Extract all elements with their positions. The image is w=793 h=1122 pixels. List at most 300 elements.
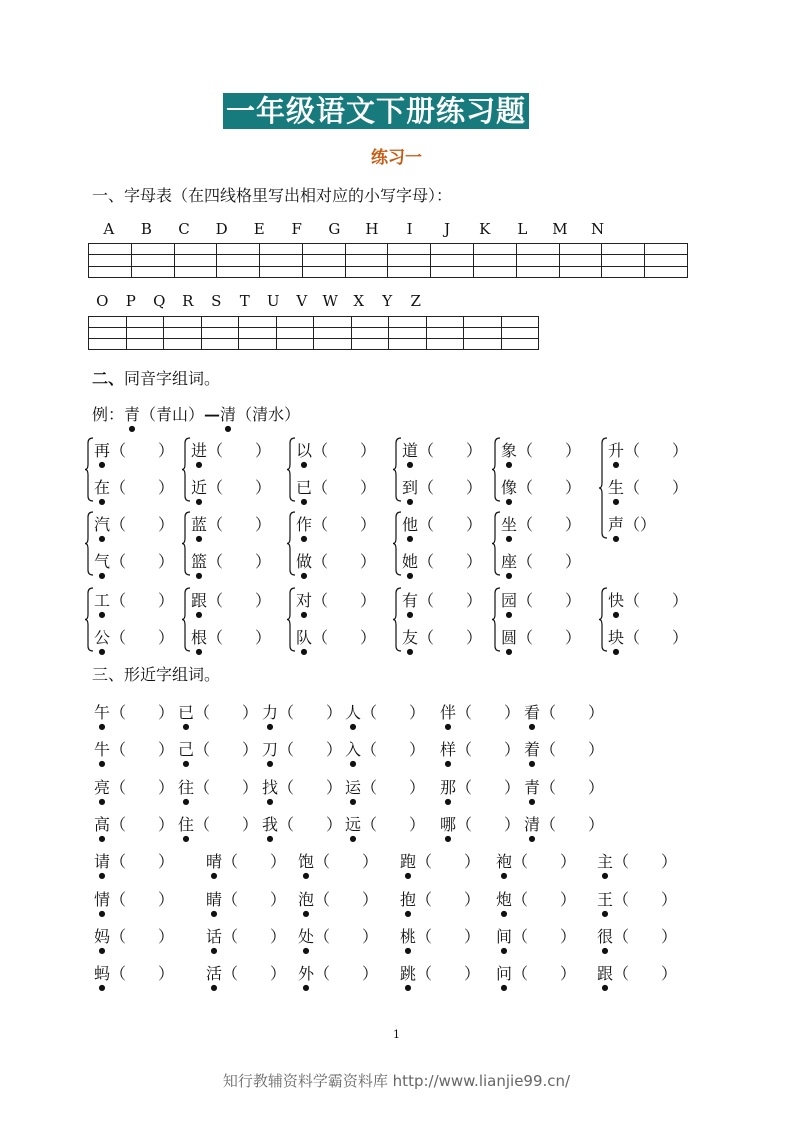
answer-blank[interactable]: （ ） xyxy=(613,927,678,946)
answer-blank[interactable]: （ ） xyxy=(110,778,175,797)
similar-item xyxy=(94,924,174,955)
answer-blank[interactable]: （ ） xyxy=(314,927,379,946)
similar-item xyxy=(496,849,576,880)
answer-blank[interactable]: （ ） xyxy=(312,441,377,460)
homophone-char: 工 xyxy=(94,591,111,610)
answer-blank[interactable]: （ ） xyxy=(624,478,689,497)
homophone-char: 坐 xyxy=(501,515,518,534)
similar-item xyxy=(262,812,342,843)
answer-blank[interactable]: （ ） xyxy=(512,964,577,983)
homophone-item xyxy=(191,438,271,469)
similar-item xyxy=(206,887,286,918)
homophone-char: 象 xyxy=(501,441,518,460)
similar-item xyxy=(524,812,604,843)
answer-blank[interactable]: （ ） xyxy=(416,890,481,909)
answer-blank[interactable]: （ ） xyxy=(222,852,287,871)
brace-icon xyxy=(392,587,402,652)
homophone-item xyxy=(501,475,581,506)
brace-icon xyxy=(598,587,608,652)
similar-char: 青 xyxy=(524,778,541,797)
answer-blank[interactable]: （ ） xyxy=(110,703,175,722)
similar-char: 午 xyxy=(94,703,111,722)
answer-blank[interactable]: （ ） xyxy=(361,815,426,834)
similar-char: 刀 xyxy=(262,740,279,759)
answer-blank[interactable]: （ ） xyxy=(207,591,272,610)
similar-char: 伴 xyxy=(440,703,457,722)
answer-blank[interactable]: （ ） xyxy=(314,852,379,871)
homophone-char: 队 xyxy=(296,628,313,647)
answer-blank[interactable]: （ ） xyxy=(207,552,272,571)
homophone-item xyxy=(296,588,376,619)
homophone-char: 园 xyxy=(501,591,518,610)
similar-item xyxy=(94,700,174,731)
homophone-item xyxy=(296,549,376,580)
letter-N: N xyxy=(590,220,605,238)
homophone-char: 篮 xyxy=(191,552,208,571)
similar-char: 饱 xyxy=(298,852,315,871)
homophone-item xyxy=(191,588,271,619)
homophone-item xyxy=(94,475,174,506)
similar-char: 远 xyxy=(345,815,362,834)
answer-blank[interactable]: （ ） xyxy=(207,441,272,460)
similar-char: 己 xyxy=(178,740,195,759)
similar-item xyxy=(496,887,576,918)
answer-blank[interactable]: （ ） xyxy=(207,515,272,534)
similar-char: 间 xyxy=(496,927,513,946)
example-char-a: 青 xyxy=(124,405,141,424)
answer-blank[interactable]: （ ） xyxy=(110,552,175,571)
similar-item xyxy=(345,775,425,806)
homophone-char: 友 xyxy=(402,628,419,647)
answer-blank[interactable]: （ ） xyxy=(456,703,521,722)
homophone-item xyxy=(94,588,174,619)
answer-blank[interactable]: （ ） xyxy=(418,591,483,610)
answer-blank[interactable]: （ ） xyxy=(418,552,483,571)
homophone-char: 她 xyxy=(402,552,419,571)
homophone-char: 在 xyxy=(94,478,111,497)
similar-char: 那 xyxy=(440,778,457,797)
homophone-char: 已 xyxy=(296,478,313,497)
similar-item xyxy=(94,961,174,992)
brace-icon xyxy=(491,587,501,652)
similar-item xyxy=(440,812,520,843)
answer-blank[interactable]: （ ） xyxy=(613,852,678,871)
similar-char: 主 xyxy=(597,852,614,871)
similar-char: 入 xyxy=(345,740,362,759)
similar-item xyxy=(206,849,286,880)
similar-char: 跑 xyxy=(400,852,417,871)
homophone-char: 汽 xyxy=(94,515,111,534)
answer-blank[interactable]: （ ） xyxy=(517,515,582,534)
similar-char: 活 xyxy=(206,964,223,983)
answer-blank[interactable]: （ ） xyxy=(517,628,582,647)
letter-Q: Q xyxy=(153,292,166,310)
homophone-char: 跟 xyxy=(191,591,208,610)
similar-char: 跳 xyxy=(400,964,417,983)
brace-icon xyxy=(286,511,296,576)
answer-blank[interactable]: （ ） xyxy=(517,441,582,460)
similar-item xyxy=(178,775,258,806)
example-char-b: 清 xyxy=(220,405,237,424)
answer-blank[interactable]: （ ） xyxy=(110,441,175,460)
similar-char: 亮 xyxy=(94,778,111,797)
answer-blank[interactable]: （ ） xyxy=(222,890,287,909)
letter-J: J xyxy=(444,220,451,238)
answer-blank[interactable]: （ ） xyxy=(278,740,343,759)
similar-item xyxy=(298,924,378,955)
similar-item xyxy=(400,924,480,955)
similar-item xyxy=(262,700,342,731)
answer-blank[interactable]: （ ） xyxy=(624,628,689,647)
similar-item xyxy=(524,700,604,731)
letter-F: F xyxy=(291,220,302,238)
letter-I: I xyxy=(406,220,413,238)
answer-blank[interactable]: （ ） xyxy=(624,591,689,610)
answer-blank[interactable]: （ ） xyxy=(110,890,175,909)
similar-item xyxy=(94,775,174,806)
answer-blank[interactable]: （ ） xyxy=(194,815,259,834)
homophone-char: 有 xyxy=(402,591,419,610)
answer-blank[interactable]: （ ） xyxy=(418,628,483,647)
homophone-item xyxy=(94,549,174,580)
brace-icon xyxy=(491,437,501,502)
similar-char: 住 xyxy=(178,815,195,834)
brace-icon xyxy=(181,587,191,652)
answer-blank[interactable]: （ ） xyxy=(416,852,481,871)
section2-heading xyxy=(92,366,220,389)
homophone-item xyxy=(402,549,482,580)
similar-item xyxy=(178,812,258,843)
answer-blank[interactable]: （ ） xyxy=(207,628,272,647)
similar-char: 清 xyxy=(524,815,541,834)
homophone-item xyxy=(296,625,376,656)
similar-item xyxy=(298,849,378,880)
letter-X: X xyxy=(353,292,365,310)
similar-item xyxy=(400,849,480,880)
similar-char: 炮 xyxy=(496,890,513,909)
similar-item xyxy=(597,887,677,918)
answer-blank[interactable]: （ ） xyxy=(613,890,678,909)
similar-item xyxy=(298,887,378,918)
four-line-grid-2 xyxy=(88,316,539,350)
answer-blank[interactable]: （ ） xyxy=(456,815,521,834)
similar-char: 哪 xyxy=(440,815,457,834)
similar-char: 样 xyxy=(440,740,457,759)
example-line xyxy=(92,402,300,433)
homophone-item xyxy=(191,549,271,580)
homophone-char: 声 xyxy=(608,515,625,534)
similar-char: 很 xyxy=(597,927,614,946)
similar-item xyxy=(94,849,174,880)
homophone-item xyxy=(191,475,271,506)
section3-heading: 三、形近字组词。 xyxy=(92,665,221,684)
similar-char: 跟 xyxy=(597,964,614,983)
similar-char: 牛 xyxy=(94,740,111,759)
homophone-item xyxy=(296,512,376,543)
similar-char: 袍 xyxy=(496,852,513,871)
exercise-subtitle: 练习一 xyxy=(371,148,422,168)
similar-item xyxy=(597,924,677,955)
similar-char: 我 xyxy=(262,815,279,834)
similar-item xyxy=(206,924,286,955)
homophone-item xyxy=(501,588,581,619)
answer-blank[interactable]: （ ） xyxy=(613,964,678,983)
answer-blank[interactable]: （ ） xyxy=(110,815,175,834)
similar-item xyxy=(206,961,286,992)
similar-item xyxy=(400,887,480,918)
similar-char: 运 xyxy=(345,778,362,797)
brace-icon xyxy=(598,437,608,539)
homophone-char: 近 xyxy=(191,478,208,497)
homophone-item xyxy=(94,512,174,543)
homophone-char: 作 xyxy=(296,515,313,534)
homophone-item xyxy=(501,438,581,469)
similar-item xyxy=(440,775,520,806)
homophone-char: 圆 xyxy=(501,628,518,647)
similar-char: 人 xyxy=(345,703,362,722)
similar-char: 高 xyxy=(94,815,111,834)
homophone-char: 气 xyxy=(94,552,111,571)
answer-blank[interactable]: （ ） xyxy=(110,927,175,946)
brace-icon xyxy=(392,437,402,502)
answer-blank[interactable]: （ ） xyxy=(361,703,426,722)
similar-item xyxy=(524,737,604,768)
homophone-item xyxy=(402,475,482,506)
homophone-char: 做 xyxy=(296,552,313,571)
brace-icon xyxy=(181,437,191,502)
answer-blank[interactable]: （ ） xyxy=(512,890,577,909)
homophone-char: 再 xyxy=(94,441,111,460)
answer-blank[interactable]: （） xyxy=(624,515,657,534)
similar-item xyxy=(94,737,174,768)
homophone-item xyxy=(608,475,688,506)
answer-blank[interactable]: （ ） xyxy=(312,515,377,534)
similar-char: 力 xyxy=(262,703,279,722)
footer-watermark: 知行教辅资料学霸资料库 http://www.lianjie99.cn/ xyxy=(222,1072,571,1090)
brace-icon xyxy=(392,511,402,576)
homophone-item xyxy=(501,625,581,656)
answer-blank[interactable]: （ ） xyxy=(361,778,426,797)
letter-O: O xyxy=(96,292,109,310)
answer-blank[interactable]: （ ） xyxy=(207,478,272,497)
answer-blank[interactable]: （ ） xyxy=(361,740,426,759)
letter-K: K xyxy=(479,220,491,238)
similar-char: 晴 xyxy=(206,852,223,871)
homophone-item xyxy=(191,512,271,543)
homophone-char: 进 xyxy=(191,441,208,460)
answer-blank[interactable]: （ ） xyxy=(512,927,577,946)
worksheet-title: 一年级语文下册练习题 xyxy=(223,93,529,129)
brace-icon xyxy=(286,437,296,502)
similar-char: 已 xyxy=(178,703,195,722)
answer-blank[interactable]: （ ） xyxy=(624,441,689,460)
section1-heading: 一、字母表（在四线格里写出相对应的小写字母）： xyxy=(92,186,453,205)
letter-W: W xyxy=(322,292,338,310)
similar-char: 抱 xyxy=(400,890,417,909)
homophone-char: 升 xyxy=(608,441,625,460)
similar-item xyxy=(262,775,342,806)
similar-char: 睛 xyxy=(206,890,223,909)
example-word-b: （清水） xyxy=(236,405,301,424)
letter-C: C xyxy=(178,220,190,238)
similar-char: 外 xyxy=(298,964,315,983)
answer-blank[interactable]: （ ） xyxy=(312,552,377,571)
answer-blank[interactable]: （ ） xyxy=(194,740,259,759)
answer-blank[interactable]: （ ） xyxy=(278,815,343,834)
homophone-item xyxy=(191,625,271,656)
answer-blank[interactable]: （ ） xyxy=(517,591,582,610)
alphabet-row-upper xyxy=(90,220,616,238)
example-dash: — xyxy=(204,405,221,424)
answer-blank[interactable]: （ ） xyxy=(512,852,577,871)
homophone-char: 生 xyxy=(608,478,625,497)
answer-blank[interactable]: （ ） xyxy=(222,964,287,983)
example-prefix: 例： xyxy=(92,405,125,424)
letter-Y: Y xyxy=(382,292,393,310)
homophone-char: 到 xyxy=(402,478,419,497)
four-line-grid-1 xyxy=(88,243,688,278)
similar-item xyxy=(597,961,677,992)
answer-blank[interactable]: （ ） xyxy=(194,703,259,722)
letter-B: B xyxy=(140,220,152,238)
answer-blank[interactable]: （ ） xyxy=(110,964,175,983)
similar-char: 桃 xyxy=(400,927,417,946)
similar-char: 看 xyxy=(524,703,541,722)
similar-item xyxy=(178,700,258,731)
letter-G: G xyxy=(328,220,341,238)
homophone-item xyxy=(296,438,376,469)
homophone-item xyxy=(94,438,174,469)
brace-icon xyxy=(286,587,296,652)
example-word-a: （青山） xyxy=(140,405,205,424)
similar-char: 找 xyxy=(262,778,279,797)
similar-char: 泡 xyxy=(298,890,315,909)
homophone-item xyxy=(402,438,482,469)
homophone-item xyxy=(402,512,482,543)
similar-item xyxy=(345,700,425,731)
answer-blank[interactable]: （ ） xyxy=(517,552,582,571)
answer-blank[interactable]: （ ） xyxy=(416,964,481,983)
homophone-char: 以 xyxy=(296,441,313,460)
answer-blank[interactable]: （ ） xyxy=(456,778,521,797)
similar-item xyxy=(496,961,576,992)
letter-M: M xyxy=(552,220,568,238)
similar-item xyxy=(262,737,342,768)
answer-blank[interactable]: （ ） xyxy=(418,441,483,460)
similar-item xyxy=(345,737,425,768)
answer-blank[interactable]: （ ） xyxy=(110,591,175,610)
answer-blank[interactable]: （ ） xyxy=(540,703,605,722)
similar-item xyxy=(345,812,425,843)
brace-icon xyxy=(84,437,94,502)
homophone-char: 根 xyxy=(191,628,208,647)
answer-blank[interactable]: （ ） xyxy=(456,740,521,759)
homophone-item xyxy=(608,512,656,543)
answer-blank[interactable]: （ ） xyxy=(314,964,379,983)
homophone-item xyxy=(402,588,482,619)
similar-item xyxy=(298,961,378,992)
letter-Z: Z xyxy=(410,292,421,310)
answer-blank[interactable]: （ ） xyxy=(194,778,259,797)
answer-blank[interactable]: （ ） xyxy=(517,478,582,497)
section2-heading-text: 同音字组词。 xyxy=(124,369,221,388)
homophone-char: 快 xyxy=(608,591,625,610)
letter-P: P xyxy=(125,292,136,310)
answer-blank[interactable]: （ ） xyxy=(314,890,379,909)
letter-S: S xyxy=(211,292,222,310)
answer-blank[interactable]: （ ） xyxy=(278,778,343,797)
answer-blank[interactable]: （ ） xyxy=(110,740,175,759)
answer-blank[interactable]: （ ） xyxy=(110,628,175,647)
brace-icon xyxy=(491,511,501,576)
similar-char: 往 xyxy=(178,778,195,797)
answer-blank[interactable]: （ ） xyxy=(540,778,605,797)
answer-blank[interactable]: （ ） xyxy=(416,927,481,946)
similar-char: 请 xyxy=(94,852,111,871)
answer-blank[interactable]: （ ） xyxy=(312,478,377,497)
similar-char: 王 xyxy=(597,890,614,909)
homophone-char: 块 xyxy=(608,628,625,647)
answer-blank[interactable]: （ ） xyxy=(418,515,483,534)
letter-H: H xyxy=(365,220,379,238)
similar-item xyxy=(94,812,174,843)
homophone-char: 道 xyxy=(402,441,419,460)
letter-A: A xyxy=(103,220,115,238)
homophone-item xyxy=(501,549,581,580)
answer-blank[interactable]: （ ） xyxy=(312,628,377,647)
similar-item xyxy=(94,887,174,918)
similar-item xyxy=(597,849,677,880)
answer-blank[interactable]: （ ） xyxy=(222,927,287,946)
homophone-char: 蓝 xyxy=(191,515,208,534)
answer-blank[interactable]: （ ） xyxy=(110,478,175,497)
similar-char: 着 xyxy=(524,740,541,759)
similar-item xyxy=(400,961,480,992)
homophone-item xyxy=(501,512,581,543)
similar-char: 妈 xyxy=(94,927,111,946)
similar-char: 话 xyxy=(206,927,223,946)
homophone-item xyxy=(94,625,174,656)
answer-blank[interactable]: （ ） xyxy=(278,703,343,722)
page-number: 1 xyxy=(393,1028,400,1041)
similar-char: 问 xyxy=(496,964,513,983)
homophone-char: 像 xyxy=(501,478,518,497)
letter-T: T xyxy=(239,292,250,310)
answer-blank[interactable]: （ ） xyxy=(540,740,605,759)
homophone-item xyxy=(608,625,688,656)
homophone-char: 座 xyxy=(501,552,518,571)
answer-blank[interactable]: （ ） xyxy=(312,591,377,610)
answer-blank[interactable]: （ ） xyxy=(110,852,175,871)
letter-V: V xyxy=(296,292,308,310)
answer-blank[interactable]: （ ） xyxy=(110,515,175,534)
homophone-char: 公 xyxy=(94,628,111,647)
similar-char: 情 xyxy=(94,890,111,909)
answer-blank[interactable]: （ ） xyxy=(540,815,605,834)
letter-D: D xyxy=(215,220,228,238)
similar-item xyxy=(440,700,520,731)
similar-item xyxy=(440,737,520,768)
answer-blank[interactable]: （ ） xyxy=(418,478,483,497)
similar-char: 蚂 xyxy=(94,964,111,983)
letter-U: U xyxy=(266,292,280,310)
homophone-item xyxy=(608,438,688,469)
brace-icon xyxy=(181,511,191,576)
letter-R: R xyxy=(182,292,194,310)
homophone-item xyxy=(402,625,482,656)
brace-icon xyxy=(84,511,94,576)
homophone-char: 他 xyxy=(402,515,419,534)
